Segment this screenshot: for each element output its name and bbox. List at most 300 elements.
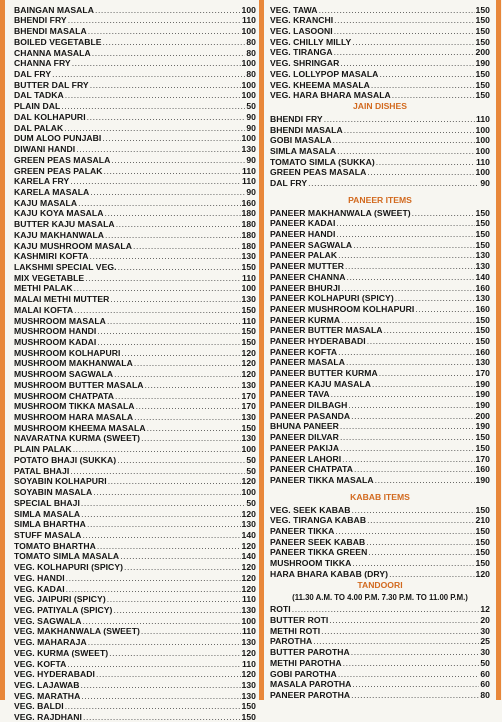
menu-item — [270, 25, 490, 36]
menu-item-name: PANEER DILBAGH — [270, 400, 348, 411]
dot-leader — [351, 690, 479, 700]
menu-item — [270, 47, 490, 58]
menu-item-price: 120 — [475, 568, 490, 579]
menu-item-price: 110 — [241, 176, 256, 187]
menu-item-price: 50 — [246, 465, 256, 476]
dot-leader — [104, 166, 241, 176]
dot-leader — [353, 240, 474, 250]
menu-item — [270, 218, 490, 229]
menu-item-name: VEG. KOFTA — [14, 658, 67, 669]
dot-leader — [292, 604, 480, 614]
menu-item-price: 110 — [475, 156, 490, 167]
menu-item-price: 150 — [241, 326, 256, 337]
menu-item-price: 110 — [241, 626, 256, 637]
menu-item — [14, 669, 256, 680]
dot-leader — [338, 669, 480, 679]
menu-item — [14, 443, 256, 454]
menu-item-price: 150 — [475, 536, 490, 547]
dot-leader — [351, 411, 474, 421]
menu-item-name: PANEER TIKKA — [270, 525, 335, 536]
menu-item-price: 30 — [480, 647, 490, 658]
dot-leader — [354, 464, 474, 474]
menu-item-name: SOYABIN KOLHAPURI — [14, 476, 107, 487]
menu-item — [14, 4, 256, 15]
menu-item — [14, 690, 256, 701]
dot-leader — [367, 167, 474, 177]
menu-item-price: 150 — [475, 68, 490, 79]
menu-item — [270, 614, 490, 625]
menu-item — [270, 367, 490, 378]
menu-item — [14, 679, 256, 690]
menu-item-price: 210 — [475, 515, 490, 526]
menu-item — [14, 572, 256, 583]
menu-item-name: PANEER DILVAR — [270, 432, 339, 443]
dot-leader — [335, 526, 474, 536]
menu-item — [14, 176, 256, 187]
menu-item-price: 150 — [475, 4, 490, 15]
dot-leader — [348, 400, 474, 410]
menu-item-price: 100 — [475, 124, 490, 135]
menu-item-name: KARELA MASALA — [14, 186, 90, 197]
dot-leader — [90, 251, 241, 261]
menu-item-price: 120 — [241, 347, 256, 358]
menu-item-name: VEG. LASOONI — [270, 26, 333, 37]
kabab-items-heading: KABAB ITEMS — [350, 491, 410, 502]
menu-item-name: PANEER CHANNA — [270, 271, 346, 282]
menu-item — [14, 261, 256, 272]
menu-item — [14, 90, 256, 101]
dot-leader — [82, 530, 240, 540]
menu-item-price: 150 — [475, 239, 490, 250]
menu-item-name: GREEN PEAS MASALA — [14, 154, 111, 165]
dot-leader — [319, 5, 475, 15]
dot-leader — [334, 26, 475, 36]
menu-item-price: 100 — [241, 26, 256, 37]
menu-item — [270, 325, 490, 336]
menu-item — [270, 282, 490, 293]
menu-item-price: 190 — [475, 474, 490, 485]
menu-item-name: BHENDI FRY — [14, 15, 67, 26]
dot-leader — [346, 272, 474, 282]
menu-item — [270, 464, 490, 475]
menu-item-price: 80 — [246, 36, 256, 47]
menu-item — [270, 515, 490, 526]
menu-item-price: 130 — [241, 294, 256, 305]
menu-item-name: PATAL BHAJI — [14, 465, 70, 476]
kabab-items-list — [270, 504, 490, 579]
menu-item-name: BUTTER ROTI — [270, 615, 329, 626]
menu-item-price: 110 — [241, 272, 256, 283]
menu-item — [270, 431, 490, 442]
menu-item-price: 120 — [241, 669, 256, 680]
menu-item-price: 150 — [475, 432, 490, 443]
menu-item-name: MALAI METHI MUTTER — [14, 294, 110, 305]
dot-leader — [367, 515, 474, 525]
menu-item-name: GOBI MASALA — [270, 135, 332, 146]
dot-leader — [107, 594, 241, 604]
dot-leader — [90, 80, 241, 90]
menu-item-name: PANEER TIKKA MASALA — [270, 474, 374, 485]
menu-item-price: 200 — [475, 47, 490, 58]
dot-leader — [384, 325, 475, 335]
dot-leader — [68, 15, 241, 25]
dot-leader — [65, 701, 241, 711]
dot-leader — [103, 37, 246, 47]
menu-item-name: BHENDI MASALA — [14, 26, 87, 37]
menu-item-price: 100 — [241, 487, 256, 498]
menu-item-price: 100 — [475, 135, 490, 146]
tandoori-timing-note: (11.30 A.M. TO 4.00 P.M. 7.30 P.M. TO 11.00 P.M.) — [292, 592, 468, 602]
dot-leader — [340, 58, 474, 68]
dot-leader — [66, 584, 241, 594]
menu-item — [14, 272, 256, 283]
menu-item-name: MUSHROOM KHEEMA MASALA — [14, 422, 146, 433]
dot-leader — [92, 48, 246, 58]
menu-item-name: PANEER BUTTER KURMA — [270, 368, 378, 378]
dot-leader — [366, 537, 474, 547]
menu-item-price: 120 — [241, 540, 256, 551]
dot-leader — [329, 615, 479, 625]
menu-item-name: BHENDI FRY — [270, 113, 323, 124]
menu-item-name: GREEN PEAS MASALA — [270, 167, 367, 178]
menu-item-name: VEG. KRANCHI — [270, 15, 334, 26]
menu-item — [14, 465, 256, 476]
dot-leader — [147, 423, 241, 433]
menu-item — [14, 476, 256, 487]
menu-item-price: 50 — [246, 497, 256, 508]
dot-leader — [336, 218, 474, 228]
menu-item-name: ROTI — [270, 604, 291, 615]
menu-item-price: 190 — [475, 58, 490, 69]
menu-item-name: MUSHROOM TIKKA MASALA — [14, 401, 135, 412]
menu-item — [14, 636, 256, 647]
menu-item — [14, 508, 256, 519]
menu-item — [270, 504, 490, 515]
menu-item-name: MUSHROOM MASALA — [14, 315, 106, 326]
menu-item-price: 180 — [241, 240, 256, 251]
menu-item-price: 50 — [246, 101, 256, 112]
menu-item-price: 130 — [241, 604, 256, 615]
menu-item-price: 100 — [475, 167, 490, 178]
menu-item-name: METHI PALAK — [14, 283, 73, 294]
dot-leader — [344, 125, 475, 135]
menu-item-name: MIX VEGETABLE — [14, 272, 85, 283]
dot-leader — [74, 305, 240, 315]
dot-leader — [415, 304, 474, 314]
menu-item-name: MUSHROOM SAGWALA — [14, 369, 114, 380]
menu-item-price: 100 — [241, 90, 256, 101]
menu-item — [14, 283, 256, 294]
menu-item-name: PANEER KAJU MASALA — [270, 378, 372, 389]
menu-item — [14, 647, 256, 658]
menu-item-price: 150 — [475, 504, 490, 515]
menu-item-price: 50 — [480, 657, 490, 668]
menu-item-name: MUSHROOM MAKHANWALA — [14, 358, 133, 369]
menu-item-price: 140 — [475, 271, 490, 282]
menu-item-price: 120 — [241, 476, 256, 487]
menu-item-name: MUSHROOM HANDI — [14, 326, 97, 337]
menu-item-price: 170 — [241, 390, 256, 401]
menu-item — [270, 68, 490, 79]
menu-item — [14, 583, 256, 594]
menu-item-price: 80 — [246, 47, 256, 58]
menu-item-price: 180 — [241, 229, 256, 240]
dot-leader — [343, 658, 480, 668]
dot-leader — [337, 146, 474, 156]
dot-leader — [321, 626, 479, 636]
menu-item-name: VEG. SEEK KABAB — [270, 504, 351, 515]
menu-item — [14, 47, 256, 58]
menu-item-name: BUTTER DAL FRY — [14, 79, 89, 90]
menu-item-price: 50 — [246, 454, 256, 465]
menu-item-name: KAJU MUSHROOM MASALA — [14, 240, 132, 251]
menu-item-name: VEG. TIRANGA — [270, 47, 333, 58]
menu-item-price: 100 — [241, 79, 256, 90]
menu-item-price: 110 — [475, 113, 490, 124]
menu-item-name: PANEER MASALA — [270, 357, 345, 368]
menu-item — [14, 293, 256, 304]
menu-item — [270, 260, 490, 271]
menu-item — [270, 536, 490, 547]
menu-item — [14, 626, 256, 637]
menu-item-price: 100 — [241, 615, 256, 626]
menu-item-name: MUSHROOM KOLHAPURI — [14, 347, 121, 358]
dot-leader — [74, 283, 241, 293]
menu-item — [270, 271, 490, 282]
menu-item-price: 150 — [475, 207, 490, 218]
dot-leader — [376, 157, 475, 167]
dot-leader — [371, 80, 475, 90]
dot-leader — [340, 443, 474, 453]
menu-item-price: 130 — [475, 250, 490, 261]
center-orange-divider — [259, 0, 264, 700]
menu-item-price: 150 — [475, 314, 490, 325]
dot-leader — [379, 69, 474, 79]
menu-item-name: VEG. SHRINGAR — [270, 58, 340, 69]
dot-leader — [73, 444, 241, 454]
dot-leader — [81, 691, 240, 701]
menu-item — [270, 303, 490, 314]
menu-item-name: BUTTER KAJU MASALA — [14, 219, 115, 230]
menu-item-name: VEG. KURMA (SWEET) — [14, 647, 109, 658]
dot-leader — [121, 348, 240, 358]
menu-item-name: DAL FRY — [14, 69, 52, 80]
menu-item-price: 170 — [241, 401, 256, 412]
tandoori-heading: TANDOORI — [357, 579, 403, 590]
menu-item — [270, 167, 490, 178]
dot-leader — [331, 389, 475, 399]
menu-item-price: 25 — [480, 636, 490, 647]
menu-item-price: 150 — [475, 90, 490, 101]
menu-item — [14, 594, 256, 605]
dot-leader — [141, 433, 240, 443]
menu-item-price: 130 — [241, 637, 256, 648]
dot-leader — [109, 648, 240, 658]
right-menu-column — [270, 4, 490, 700]
paneer-items-heading: PANEER ITEMS — [348, 195, 412, 205]
veg-specials-list — [270, 4, 490, 100]
menu-item-price: 80 — [480, 689, 490, 700]
menu-item-name: STUFF MASALA — [14, 529, 82, 540]
menu-item-name: VEG. HARA BHARA MASALA — [270, 90, 391, 101]
menu-item — [270, 568, 490, 579]
menu-item-price: 170 — [475, 453, 490, 464]
dot-leader — [81, 498, 245, 508]
menu-item-price: 160 — [475, 303, 490, 314]
menu-item-name: MUSHROOM HARA MASALA — [14, 412, 134, 423]
menu-item-price: 180 — [241, 219, 256, 230]
menu-item-name: SIMLA MASALA — [270, 145, 337, 156]
menu-item-price: 130 — [475, 261, 490, 272]
dot-leader — [308, 178, 479, 188]
menu-item-name: PLAIN PALAK — [14, 444, 72, 455]
dot-leader — [134, 358, 241, 368]
menu-item-price: 120 — [241, 369, 256, 380]
dot-leader — [81, 509, 240, 519]
menu-item — [270, 207, 490, 218]
right-orange-border — [496, 0, 501, 700]
dot-leader — [72, 58, 241, 68]
menu-item — [270, 145, 490, 156]
menu-item-name: KARELA FRY — [14, 176, 70, 187]
dot-leader — [124, 562, 240, 572]
tandoori-list — [270, 604, 490, 700]
menu-item-name: BUTTER PAROTHA — [270, 647, 350, 658]
menu-item — [14, 422, 256, 433]
menu-item-price: 140 — [241, 529, 256, 540]
menu-item — [270, 177, 490, 188]
menu-item-price: 150 — [475, 547, 490, 558]
menu-item — [270, 36, 490, 47]
dot-leader — [107, 316, 241, 326]
dot-leader — [76, 144, 240, 154]
menu-item-name: VEG. BALDI — [14, 701, 64, 712]
menu-item-name: MUSHROOM TIKKA — [270, 558, 352, 568]
menu-item-name: VEG. KADAI — [14, 583, 65, 594]
menu-item-name: VEG. PATIYALA (SPICY) — [14, 604, 113, 615]
menu-item — [14, 347, 256, 358]
menu-item-name: VEG. KHEEMA MASALA — [270, 79, 370, 90]
menu-item-name: SIMLA MASALA — [14, 508, 81, 519]
menu-item-price: 100 — [241, 58, 256, 69]
menu-item-price: 110 — [241, 315, 256, 326]
menu-item — [270, 646, 490, 657]
dot-leader — [113, 605, 240, 615]
dot-leader — [375, 475, 475, 485]
menu-item-price: 170 — [475, 368, 490, 378]
menu-item — [270, 156, 490, 167]
menu-item-price: 90 — [246, 122, 256, 133]
menu-item-price: 90 — [246, 154, 256, 165]
dot-leader — [136, 401, 241, 411]
menu-item — [270, 636, 490, 647]
menu-item-name: GOBI PAROTHA — [270, 668, 337, 679]
menu-item-price: 120 — [241, 508, 256, 519]
menu-item-name: GREEN PEAS PALAK — [14, 165, 103, 176]
menu-item — [270, 346, 490, 357]
menu-item-price: 140 — [241, 551, 256, 562]
menu-item — [14, 68, 256, 79]
dot-leader — [97, 337, 240, 347]
menu-item-name: VEG. HANDI — [14, 572, 65, 583]
menu-item-price: 150 — [475, 558, 490, 568]
menu-item-price: 60 — [480, 668, 490, 679]
menu-item — [270, 239, 490, 250]
dot-leader — [341, 283, 474, 293]
menu-item-name: TOMATO SIMLA MASALA — [14, 551, 120, 562]
menu-item-price: 160 — [475, 282, 490, 293]
dot-leader — [338, 347, 474, 357]
menu-item-name: PANEER KURMA — [270, 314, 341, 325]
dot-leader — [108, 476, 241, 486]
menu-item — [270, 389, 490, 400]
menu-item-name: DAL FRY — [270, 178, 308, 188]
menu-item-price: 130 — [475, 293, 490, 304]
left-orange-border — [0, 0, 5, 700]
menu-item-price: 150 — [241, 261, 256, 272]
menu-item — [14, 519, 256, 530]
dot-leader — [120, 551, 240, 561]
menu-item-name: PANEER PAKIJA — [270, 442, 340, 453]
menu-item — [270, 335, 490, 346]
dot-leader — [334, 47, 475, 57]
menu-item-name: VEG. LOLLYPOP MASALA — [270, 68, 379, 79]
menu-item-price: 130 — [241, 680, 256, 690]
menu-item-price: 150 — [475, 335, 490, 346]
menu-item-name: KAJU MASALA — [14, 197, 78, 208]
menu-item — [270, 474, 490, 485]
menu-item-name: TOMATO BHARTHA — [14, 540, 96, 551]
menu-item-price: 150 — [475, 442, 490, 453]
dot-leader — [85, 273, 241, 283]
menu-item — [14, 218, 256, 229]
menu-item-price: 100 — [241, 444, 256, 455]
menu-item — [14, 658, 256, 669]
menu-item-price: 120 — [241, 358, 256, 369]
dot-leader — [352, 505, 475, 515]
menu-item-price: 150 — [475, 229, 490, 240]
menu-item — [14, 379, 256, 390]
menu-item-name: VEG. MARATHA — [14, 690, 81, 701]
menu-item-price: 130 — [241, 519, 256, 530]
dot-leader — [324, 114, 475, 124]
menu-item-price: 130 — [241, 144, 256, 155]
menu-item — [270, 557, 490, 568]
menu-item — [14, 390, 256, 401]
menu-item-price: 110 — [241, 658, 256, 669]
dot-leader — [392, 90, 475, 100]
menu-item-price: 190 — [475, 421, 490, 432]
menu-item — [270, 293, 490, 304]
menu-item-name: PAROTHA — [270, 636, 313, 647]
menu-item-price: 20 — [480, 615, 490, 626]
menu-item-name: VEG. TAWA — [270, 4, 318, 15]
menu-item-name: CHANNA MASALA — [14, 47, 91, 58]
menu-item — [14, 15, 256, 26]
menu-item-name: VEG. JAIPURI (SPICY) — [14, 594, 106, 605]
menu-item-name: PANEER HANDI — [270, 229, 336, 240]
dot-leader — [88, 26, 241, 36]
dot-leader — [104, 208, 240, 218]
menu-item-price: 150 — [241, 712, 256, 722]
menu-item — [14, 454, 256, 465]
menu-item-price: 100 — [241, 133, 256, 144]
menu-item-price: 110 — [241, 165, 256, 176]
menu-item — [14, 615, 256, 626]
menu-item-name: PANEER SAGWALA — [270, 239, 353, 250]
menu-item-name: BHUNA PANEER — [270, 421, 339, 432]
menu-item-price: 150 — [241, 701, 256, 712]
